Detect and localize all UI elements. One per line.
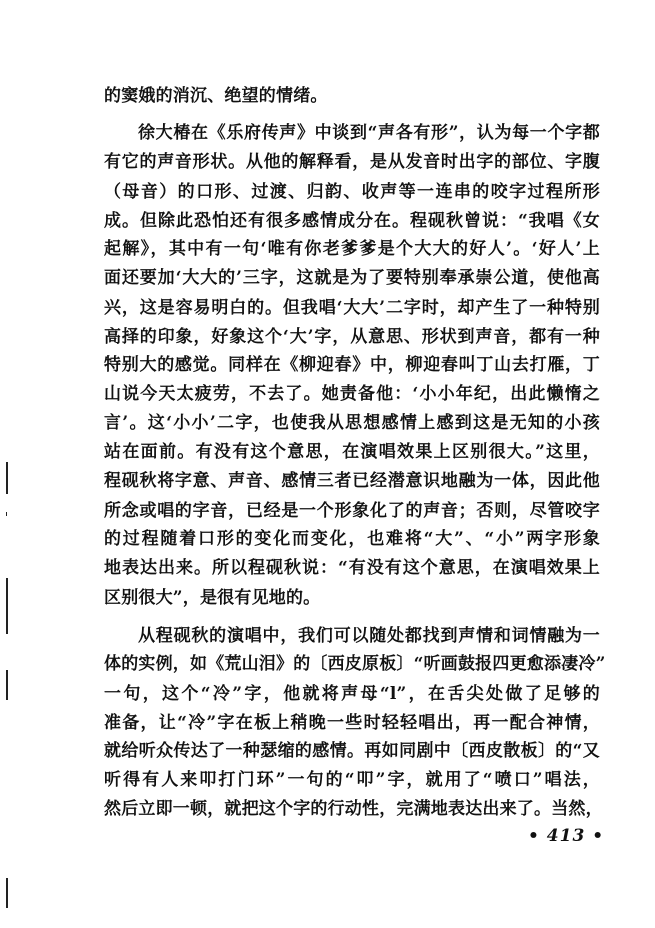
text-line: 站在面前。有没有这个意思，在演唱效果上区别很大。”这里， (104, 442, 600, 462)
text-line: 从程砚秋的演唱中，我们可以随处都找到声情和词情融为一 (138, 626, 600, 646)
text-line: 就给听众传达了一种瑟缩的感情。再如同剧中〔西皮散板〕的“又 (104, 741, 600, 761)
text-line: 特别大的感觉。同样在《柳迎春》中，柳迎春叫丁山去打雁，丁 (104, 355, 600, 375)
text-line: 山说今天太疲劳，不去了。她责备他：‘小小年纪，出此懒惰之 (104, 384, 600, 404)
text-line: 面还要加‘大大的’三字，这就是为了要特别奉承崇公道，使他高 (104, 268, 600, 288)
scan-margin-mark (6, 578, 8, 634)
text-line: 地表达出来。所以程砚秋说：“有没有这个意思，在演唱效果上 (104, 558, 600, 578)
text-line: 成。但除此恐怕还有很多感情成分在。程砚秋曾说：“我唱《女 (104, 211, 600, 231)
text-line: 区别很大”，是很有见地的。 (104, 588, 321, 608)
scan-margin-mark (6, 670, 8, 700)
text-line: 准备，让“冷”字在板上稍晚一些时轻轻唱出，再一配合神情， (104, 713, 600, 733)
text-line: 的过程随着口形的变化而变化，也难将“大”、“小”两字形象 (104, 529, 600, 549)
scan-margin-mark (6, 878, 8, 908)
scan-margin-mark (6, 462, 8, 494)
text-line: 兴，这是容易明白的。但我唱‘大大’二字时，却产生了一种特别 (104, 298, 600, 318)
text-line: 然后立即一顿，就把这个字的行动性，完满地表达出来了。当然， (104, 799, 603, 819)
text-line: 起解》，其中有一句‘唯有你老爹爹是个大大的好人’。‘好人’上 (104, 239, 600, 259)
text-line: 一句，这个“冷”字，他就将声母“l”，在舌尖处做了足够的 (104, 684, 600, 704)
text-line: 所念或唱的字音，已经是一个形象化了的声音；否则，尽管咬字 (104, 501, 600, 521)
text-line: 程砚秋将字意、声音、感情三者已经潜意识地融为一体，因此他 (104, 471, 600, 491)
text-line: （母音）的口形、过渡、归韵、收声等一连串的咬字过程所形 (104, 182, 600, 202)
text-line: 听得有人来叩打门环”一句的“叩”字，就用了“喷口”唱法， (104, 770, 600, 790)
text-line: 的窦娥的消沉、绝望的情绪。 (104, 86, 328, 106)
text-line: 体的实例，如《荒山泪》的〔西皮原板〕“听画鼓报四更愈添凄冷” (104, 654, 606, 674)
text-line: 徐大椿在《乐府传声》中谈到“声各有形”，认为每一个字都 (138, 123, 600, 143)
scan-margin-mark (6, 512, 7, 516)
text-line: 有它的声音形状。从他的解释看，是从发音时出字的部位、字腹 (104, 152, 600, 172)
text-line: 高择的印象，好象这个‘大’字，从意思、形状到声音，都有一种 (104, 327, 600, 347)
page-number: • 413 • (528, 826, 605, 846)
text-line: 言’。这‘小小’二字，也使我从思想感情上感到这是无知的小孩 (104, 413, 600, 433)
